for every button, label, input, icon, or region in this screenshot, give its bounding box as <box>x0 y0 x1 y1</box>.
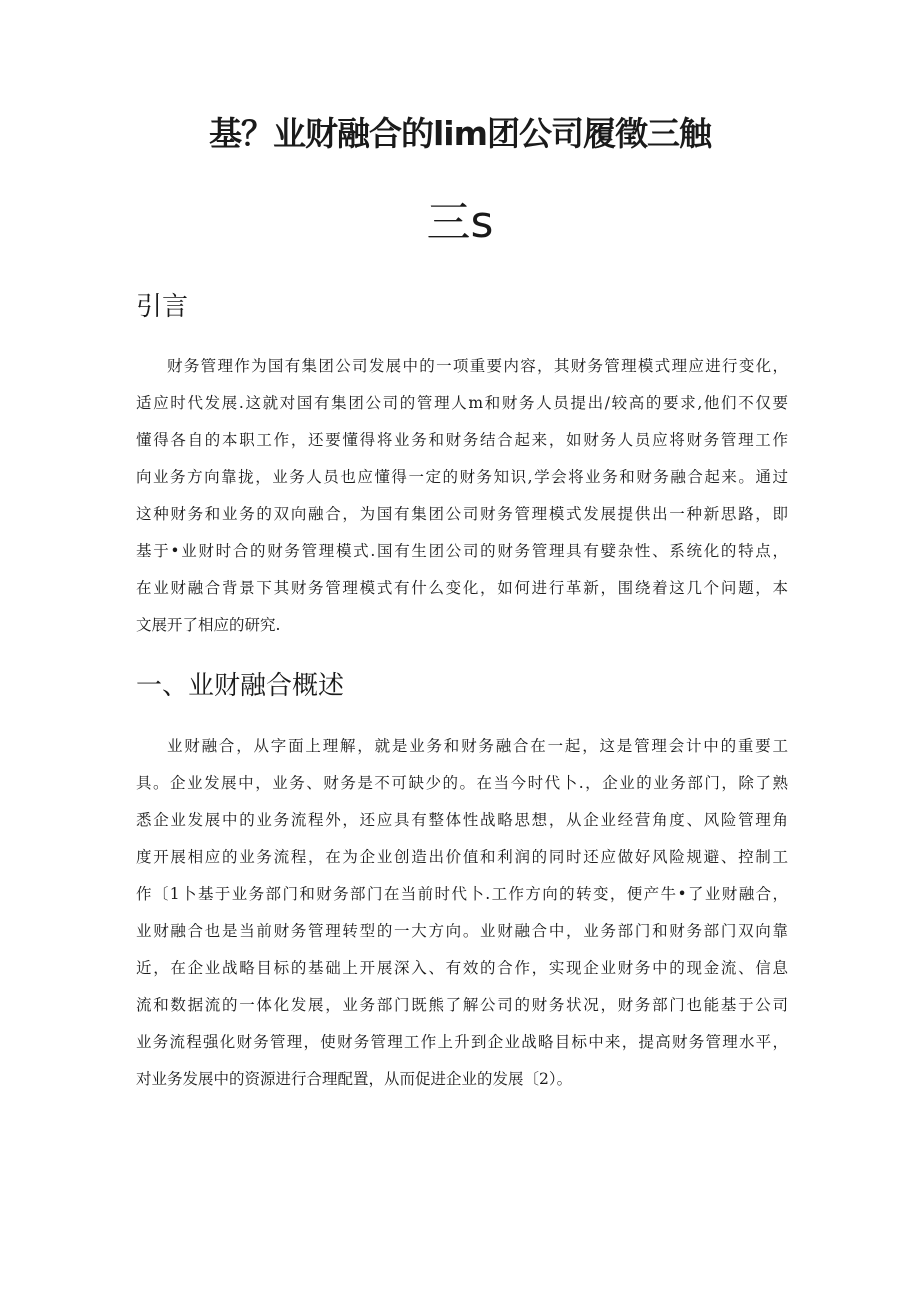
section-heading-overview: 一、业财融合概述 <box>136 671 345 701</box>
section-heading-introduction: 引言 <box>136 292 189 322</box>
document-title: 基？业财融合的lim团公司履徵三触 <box>208 114 711 153</box>
paragraph-line: 悉企业发展中的业务流程外，还应具有整体性战略思想，从企业经营角度、风险管理角 <box>136 811 788 829</box>
paragraph-line: 具。企业发展中，业务、财务是不可缺少的。在当今时代卜.，企业的业务部门，除了熟 <box>136 774 788 792</box>
paragraph-line: 适应时代发展.这就对国有集团公司的管理人m和财务人员提出/较高的要求,他们不仅要 <box>136 394 788 412</box>
paragraph-line: 度开展相应的业务流程，在为企业创造出价值和利润的同时还应做好风险规避、控制工 <box>136 848 788 866</box>
paragraph-line: 这种财务和业务的双向融合，为国有集团公司财务管理模式发展提供出一种新思路，即 <box>136 505 788 523</box>
paragraph-line: 懂得各自的本职工作，还要懂得将业务和财务结合起来，如财务人员应将财务管理工作 <box>136 431 788 449</box>
paragraph-line: 近，在企业战略目标的基础上开展深入、有效的合作，实现企业财务中的现金流、信息 <box>136 959 788 977</box>
document-title-continued: 三s <box>426 197 494 248</box>
paragraph-introduction <box>136 348 788 644</box>
paragraph-line: 流和数据流的一体化发展，业务部门既熊了解公司的财务状况，财务部门也能基于公司 <box>136 996 788 1014</box>
paragraph-line: 基于•业财时合的财务管理模式.国有生团公司的财务管理具有嬖杂性、系统化的特点， <box>136 542 788 560</box>
paragraph-line: 业务流程强化财务管理，使财务管理工作上升到企业战略目标中来，提高财务管理水平， <box>136 1033 788 1051</box>
paragraph-line: 业财融合也是当前财务管理转型的一大方向。业财融合中，业务部门和财务部门双向靠 <box>136 922 788 940</box>
paragraph-line: 财务管理作为国有集团公司发展中的一项重要内容，其财务管理模式理应进行变化， <box>167 357 788 375</box>
paragraph-line: 文展开了相应的研究. <box>136 616 281 634</box>
paragraph-line: 在业财融合背景下其财务管理模式有什么变化，如何进行革新，围绕着这几个问题，本 <box>136 579 788 597</box>
paragraph-line: 业财融合，从字面上理解，就是业务和财务融合在一起，这是管理会计中的重要工 <box>167 737 788 755</box>
paragraph-overview <box>136 728 788 1098</box>
paragraph-line: 作〔1卜基于业务部门和财务部门在当前时代卜.工作方向的转变，便产牛•了业财融合， <box>136 885 788 903</box>
paragraph-line: 向业务方向靠拢，业务人员也应懂得一定的财务知识,学会将业务和财务融合起来。通过 <box>136 468 788 486</box>
paragraph-line: 对业务发展中的资源进行合理配置，从而促进企业的发展〔2）。 <box>136 1070 573 1088</box>
